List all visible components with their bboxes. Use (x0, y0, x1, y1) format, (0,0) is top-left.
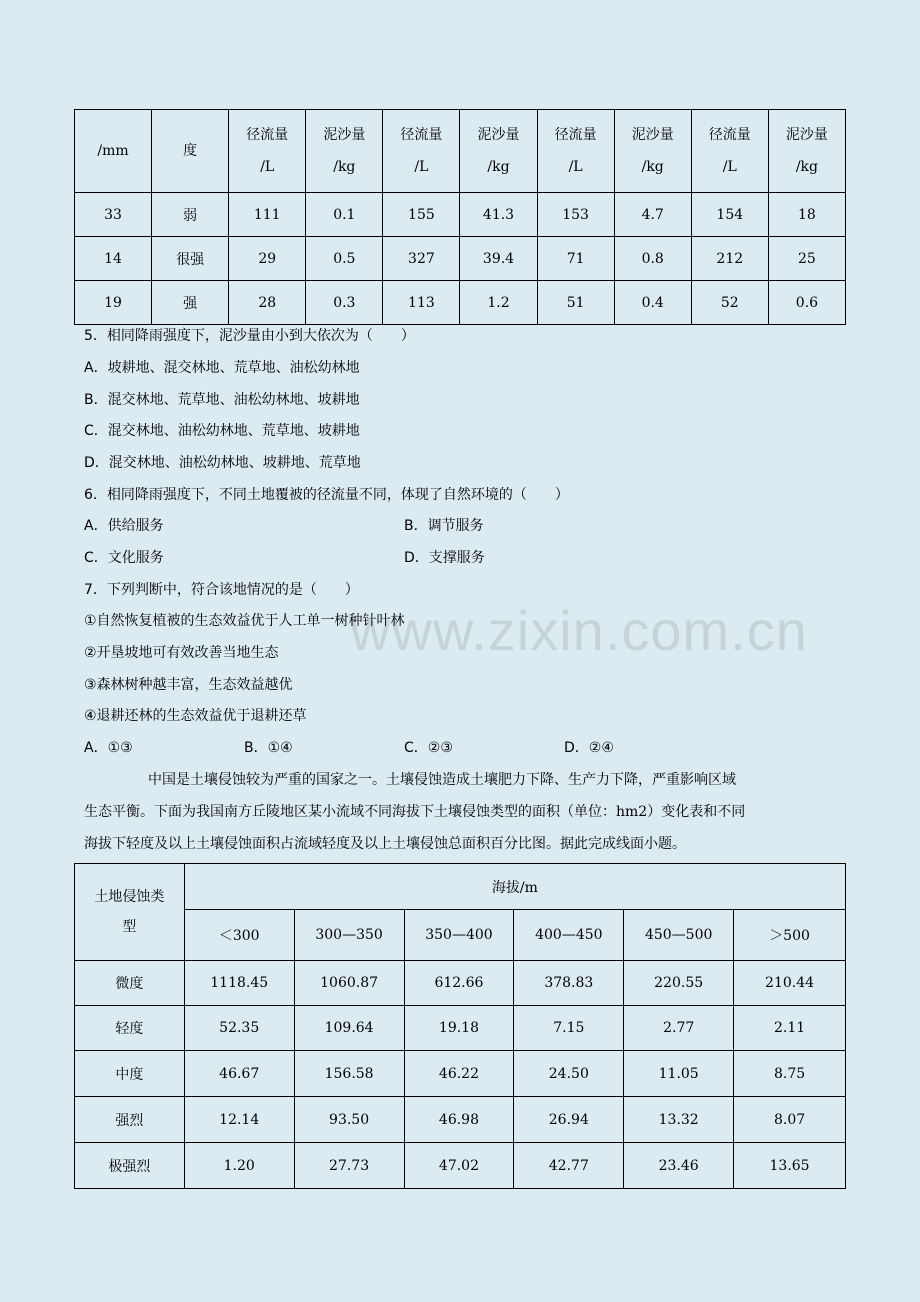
table-cell: 19 (75, 281, 152, 325)
question-6-stem: 6．相同降雨强度下，不同土地覆被的径流量不同，体现了自然环境的（ ） (84, 487, 569, 503)
table-cell: 7.15 (514, 1006, 624, 1051)
column-header: 400—450 (514, 910, 624, 961)
table-cell: 18 (768, 193, 845, 237)
table-cell: 24.50 (514, 1051, 624, 1097)
table-header-row (75, 864, 846, 910)
header-cell: 径流量 /L (691, 110, 768, 193)
table-cell: 13.65 (734, 1143, 846, 1189)
table-cell: 212 (691, 237, 768, 281)
table-cell: 19.18 (404, 1006, 514, 1051)
table-cell: 25 (768, 237, 845, 281)
question-7-stem: 7．下列判断中，符合该地情况的是（ ） (84, 582, 359, 598)
table-cell: 1.2 (460, 281, 537, 325)
table-row (75, 1051, 846, 1097)
table-cell: 0.5 (306, 237, 383, 281)
table-cell: 2.11 (734, 1006, 846, 1051)
q5-option-d: D．混交林地、油松幼林地、坡耕地、荒草地 (84, 455, 361, 471)
header-cell: 泥沙量 /kg (306, 110, 383, 193)
table-cell: 42.77 (514, 1143, 624, 1189)
runoff-sediment-table (74, 109, 846, 325)
column-header: ＜300 (184, 910, 294, 961)
table-cell: 93.50 (294, 1097, 404, 1143)
table-cell: 1118.45 (184, 961, 294, 1006)
table-cell: 109.64 (294, 1006, 404, 1051)
row-label: 微度 (75, 961, 185, 1006)
intro-paragraph (74, 764, 846, 860)
table-cell: 很强 (152, 237, 229, 281)
paragraph-line: 中国是土壤侵蚀较为严重的国家之一。土壤侵蚀造成土壤肥力下降、生产力下降，严重影响区域 (148, 772, 736, 788)
table-cell: 612.66 (404, 961, 514, 1006)
erosion-area-table (74, 863, 846, 1189)
paragraph-line: 海拔下轻度及以上土壤侵蚀面积占流域轻度及以上土壤侵蚀总面积百分比图。据此完成线面小题。 (84, 836, 686, 852)
q5-option-c: C．混交林地、油松幼林地、荒草地、坡耕地 (84, 423, 360, 439)
q6-option-c: C．文化服务 (84, 550, 164, 566)
table-cell: 111 (229, 193, 306, 237)
table-cell: 12.14 (184, 1097, 294, 1143)
q6-option-b: B．调节服务 (404, 518, 484, 534)
table-cell: 弱 (152, 193, 229, 237)
q5-option-a: A．坡耕地、混交林地、荒草地、油松幼林地 (84, 360, 360, 376)
question-5-stem: 5．相同降雨强度下，泥沙量由小到大依次为（ ） (84, 328, 415, 344)
header-cell: 径流量 /L (383, 110, 460, 193)
table-cell: 26.94 (514, 1097, 624, 1143)
header-cell: 泥沙量 /kg (614, 110, 691, 193)
column-header: 300—350 (294, 910, 404, 961)
table-row (75, 1006, 846, 1051)
table-cell: 33 (75, 193, 152, 237)
table-cell: 154 (691, 193, 768, 237)
table-cell: 71 (537, 237, 614, 281)
row-label: 强烈 (75, 1097, 185, 1143)
q6-option-d: D．支撑服务 (404, 550, 485, 566)
table-cell: 378.83 (514, 961, 624, 1006)
table-cell: 1.20 (184, 1143, 294, 1189)
table-cell: 13.32 (624, 1097, 734, 1143)
table-cell: 8.75 (734, 1051, 846, 1097)
table-cell: 14 (75, 237, 152, 281)
table-cell: 0.8 (614, 237, 691, 281)
q5-option-b: B．混交林地、荒草地、油松幼林地、坡耕地 (84, 392, 360, 408)
column-header: 450—500 (624, 910, 734, 961)
table-cell: 155 (383, 193, 460, 237)
column-header: 350—400 (404, 910, 514, 961)
header-cell: 径流量 /L (537, 110, 614, 193)
table-row (75, 1143, 846, 1189)
table-header-row (75, 910, 846, 961)
q7-option-b: B．①④ (244, 740, 293, 756)
table-cell: 156.58 (294, 1051, 404, 1097)
table-row (75, 1097, 846, 1143)
table-cell: 11.05 (624, 1051, 734, 1097)
row-label: 轻度 (75, 1006, 185, 1051)
header-cell: 径流量 /L (229, 110, 306, 193)
table-cell: 47.02 (404, 1143, 514, 1189)
table-cell: 0.1 (306, 193, 383, 237)
table-cell: 41.3 (460, 193, 537, 237)
table-cell: 强 (152, 281, 229, 325)
table-cell: 46.22 (404, 1051, 514, 1097)
table-cell: 327 (383, 237, 460, 281)
header-cell: 度 (152, 110, 229, 193)
table-cell: 23.46 (624, 1143, 734, 1189)
table-row (75, 193, 846, 237)
table-cell: 39.4 (460, 237, 537, 281)
header-cell: /mm (75, 110, 152, 193)
watermark: www.zixin.com.cn (350, 599, 808, 662)
table-row (75, 961, 846, 1006)
table-cell: 0.3 (306, 281, 383, 325)
q7-option-d: D．②④ (564, 740, 614, 756)
q7-statement-1: ①自然恢复植被的生态效益优于人工单一树种针叶林 (84, 613, 405, 629)
q7-statement-4: ④退耕还林的生态效益优于退耕还草 (84, 708, 307, 724)
row-label: 极强烈 (75, 1143, 185, 1189)
corner-header: 土地侵蚀类 型 (75, 864, 185, 961)
q6-option-a: A．供给服务 (84, 518, 164, 534)
table-cell: 0.6 (768, 281, 845, 325)
table-cell: 46.98 (404, 1097, 514, 1143)
table-cell: 220.55 (624, 961, 734, 1006)
header-cell: 泥沙量 /kg (460, 110, 537, 193)
table-cell: 28 (229, 281, 306, 325)
table-cell: 210.44 (734, 961, 846, 1006)
q7-option-a: A．①③ (84, 740, 133, 756)
table-cell: 2.77 (624, 1006, 734, 1051)
table-cell: 51 (537, 281, 614, 325)
altitude-group-header: 海拔/m (184, 864, 845, 910)
paragraph-line: 生态平衡。下面为我国南方丘陵地区某小流域不同海拔下土壤侵蚀类型的面积（单位：hm2）变化表和不同 (84, 804, 746, 820)
table-row (75, 281, 846, 325)
q7-statement-2: ②开垦坡地可有效改善当地生态 (84, 645, 279, 661)
table-cell: 4.7 (614, 193, 691, 237)
table-cell: 0.4 (614, 281, 691, 325)
table-cell: 8.07 (734, 1097, 846, 1143)
table-cell: 46.67 (184, 1051, 294, 1097)
table-cell: 52.35 (184, 1006, 294, 1051)
table-cell: 29 (229, 237, 306, 281)
table-header-row (75, 110, 846, 193)
table-row (75, 237, 846, 281)
header-cell: 泥沙量 /kg (768, 110, 845, 193)
column-header: ＞500 (734, 910, 846, 961)
row-label: 中度 (75, 1051, 185, 1097)
table-cell: 1060.87 (294, 961, 404, 1006)
table-cell: 153 (537, 193, 614, 237)
table-cell: 27.73 (294, 1143, 404, 1189)
table-cell: 52 (691, 281, 768, 325)
table-cell: 113 (383, 281, 460, 325)
q7-option-c: C．②③ (404, 740, 453, 756)
q7-statement-3: ③森林树种越丰富，生态效益越优 (84, 677, 293, 693)
